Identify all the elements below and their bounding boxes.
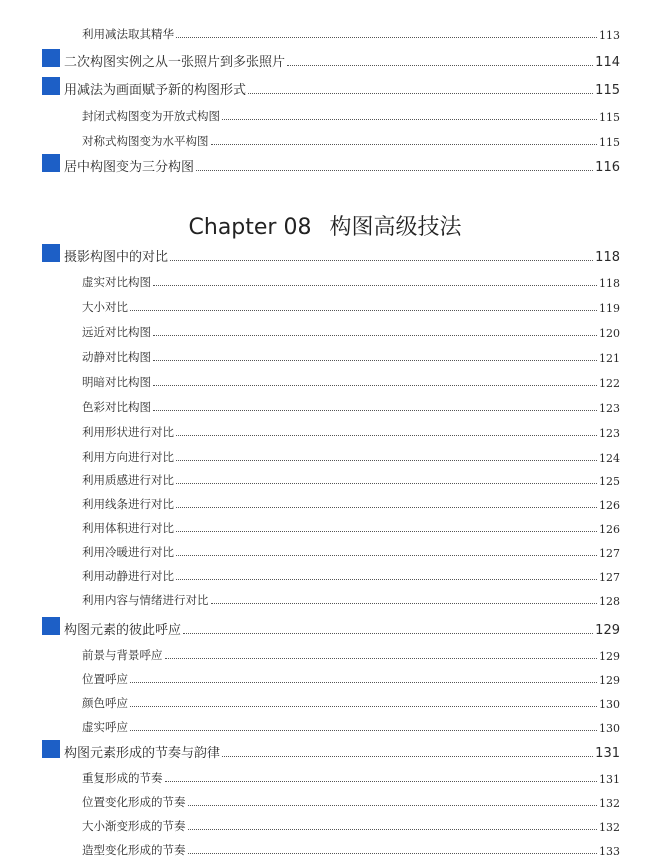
dot-leader bbox=[153, 360, 597, 361]
toc-subsection-entry[interactable] bbox=[82, 516, 620, 536]
toc-entry-title: 构图元素形成的节奏与韵律 bbox=[64, 746, 221, 761]
dot-leader bbox=[176, 460, 597, 461]
toc-section-entry[interactable] bbox=[64, 741, 620, 761]
toc-page-number: 123 bbox=[599, 427, 620, 440]
toc-subsection-entry[interactable] bbox=[82, 814, 620, 834]
section-marker-icon bbox=[42, 244, 60, 262]
dot-leader bbox=[188, 829, 598, 830]
toc-page-number: 130 bbox=[599, 722, 620, 735]
toc-subsection-entry[interactable] bbox=[82, 667, 620, 687]
toc-entry-title: 利用质感进行对比 bbox=[82, 473, 174, 487]
toc-page-number: 118 bbox=[595, 250, 620, 265]
toc-page-number: 123 bbox=[599, 402, 620, 415]
toc-subsection-entry[interactable] bbox=[82, 370, 620, 390]
toc-page-number: 131 bbox=[599, 773, 620, 786]
toc-entry-title: 大小对比 bbox=[82, 300, 128, 314]
toc-entry-title: 远近对比构图 bbox=[82, 325, 151, 339]
toc-subsection-entry[interactable] bbox=[82, 320, 620, 340]
toc-page-number: 115 bbox=[599, 111, 620, 124]
toc-subsection-entry[interactable] bbox=[82, 715, 620, 735]
toc-subsection-entry[interactable] bbox=[82, 540, 620, 560]
dot-leader bbox=[176, 531, 597, 532]
toc-subsection-entry[interactable] bbox=[82, 468, 620, 488]
toc-subsection-entry[interactable] bbox=[82, 395, 620, 415]
toc-entry-title: 位置变化形成的节奏 bbox=[82, 795, 186, 809]
toc-entry-title: 摄影构图中的对比 bbox=[64, 250, 169, 265]
toc-page-number: 131 bbox=[595, 746, 620, 761]
dot-leader bbox=[176, 37, 597, 38]
toc-section-entry[interactable] bbox=[64, 155, 620, 175]
dot-leader bbox=[165, 781, 598, 782]
toc-page-number: 115 bbox=[599, 136, 620, 149]
toc-entry-title: 利用减法取其精华 bbox=[82, 27, 174, 41]
chapter-title: 构图高级技法 bbox=[329, 215, 462, 240]
toc-page-number: 129 bbox=[595, 623, 620, 638]
dot-leader bbox=[130, 706, 597, 707]
toc-entry-title: 前景与背景呼应 bbox=[82, 648, 163, 662]
toc-page-number: 113 bbox=[599, 29, 620, 42]
section-marker-icon bbox=[42, 154, 60, 172]
toc-entry-title: 利用冷暖进行对比 bbox=[82, 545, 174, 559]
toc-page-number: 129 bbox=[599, 650, 620, 663]
toc-page-number: 118 bbox=[599, 277, 620, 290]
toc-subsection-entry[interactable] bbox=[82, 766, 620, 786]
toc-page-number: 126 bbox=[599, 499, 620, 512]
section-marker-icon bbox=[42, 617, 60, 635]
dot-leader bbox=[176, 435, 597, 436]
toc-entry-title: 利用形状进行对比 bbox=[82, 425, 174, 439]
dot-leader bbox=[222, 119, 597, 120]
toc-entry-title: 用减法为画面赋予新的构图形式 bbox=[64, 83, 247, 98]
chapter-heading bbox=[0, 210, 650, 241]
toc-section-entry[interactable] bbox=[64, 50, 620, 70]
toc-page-number: 115 bbox=[595, 83, 620, 98]
dot-leader bbox=[153, 335, 597, 336]
toc-page-number: 133 bbox=[599, 845, 620, 858]
toc-page-number: 121 bbox=[599, 352, 620, 365]
toc-section-entry[interactable] bbox=[64, 245, 620, 265]
dot-leader bbox=[176, 555, 597, 556]
toc-entry-title: 封闭式构图变为开放式构图 bbox=[82, 109, 220, 123]
toc-entry-title: 对称式构图变为水平构图 bbox=[82, 134, 209, 148]
toc-page-number: 126 bbox=[599, 523, 620, 536]
toc-subsection-entry[interactable] bbox=[82, 838, 620, 858]
toc-section-entry[interactable] bbox=[64, 618, 620, 638]
toc-entry-title: 造型变化形成的节奏 bbox=[82, 843, 186, 857]
section-marker-icon bbox=[42, 49, 60, 67]
toc-entry-title: 虚实对比构图 bbox=[82, 275, 151, 289]
toc-page-number: 127 bbox=[599, 547, 620, 560]
toc-subsection-entry[interactable] bbox=[82, 345, 620, 365]
dot-leader bbox=[196, 170, 593, 171]
toc-page-number: 127 bbox=[599, 571, 620, 584]
toc-entry-title: 构图元素的彼此呼应 bbox=[64, 623, 182, 638]
chapter-number: Chapter 08 bbox=[188, 215, 312, 240]
toc-section-entry[interactable] bbox=[64, 78, 620, 98]
toc-entry-title: 明暗对比构图 bbox=[82, 375, 151, 389]
dot-leader bbox=[211, 144, 598, 145]
dot-leader bbox=[222, 756, 593, 757]
dot-leader bbox=[176, 507, 597, 508]
toc-page-number: 125 bbox=[599, 475, 620, 488]
toc-entry-title: 利用内容与情绪进行对比 bbox=[82, 593, 209, 607]
toc-entry-title: 利用动静进行对比 bbox=[82, 569, 174, 583]
toc-entry-title: 重复形成的节奏 bbox=[82, 771, 163, 785]
toc-subsection-entry[interactable] bbox=[82, 445, 620, 465]
toc-entry-title: 颜色呼应 bbox=[82, 696, 128, 710]
toc-page-number: 114 bbox=[595, 55, 620, 70]
toc-subsection-entry[interactable] bbox=[82, 270, 620, 290]
toc-subsection-entry[interactable] bbox=[82, 691, 620, 711]
toc-subsection-entry[interactable] bbox=[82, 643, 620, 663]
toc-entry-title: 大小渐变形成的节奏 bbox=[82, 819, 186, 833]
toc-page-number: 122 bbox=[599, 377, 620, 390]
dot-leader bbox=[176, 579, 597, 580]
section-marker-icon bbox=[42, 77, 60, 95]
dot-leader bbox=[165, 658, 598, 659]
dot-leader bbox=[211, 603, 598, 604]
dot-leader bbox=[153, 410, 597, 411]
toc-entry-title: 动静对比构图 bbox=[82, 350, 151, 364]
toc-entry-title: 居中构图变为三分构图 bbox=[64, 160, 195, 175]
dot-leader bbox=[183, 633, 593, 634]
toc-subsection-entry[interactable] bbox=[82, 492, 620, 512]
toc-page-number: 132 bbox=[599, 821, 620, 834]
toc-subsection-entry[interactable] bbox=[82, 564, 620, 584]
dot-leader bbox=[176, 483, 597, 484]
dot-leader bbox=[188, 853, 598, 854]
dot-leader bbox=[248, 93, 593, 94]
dot-leader bbox=[170, 260, 593, 261]
toc-page-number: 119 bbox=[599, 302, 620, 315]
toc-subsection-entry[interactable] bbox=[82, 790, 620, 810]
dot-leader bbox=[130, 310, 597, 311]
toc-entry-title: 二次构图实例之从一张照片到多张照片 bbox=[64, 55, 286, 70]
dot-leader bbox=[153, 285, 597, 286]
toc-subsection-entry[interactable] bbox=[82, 22, 620, 42]
toc-entry-title: 虚实呼应 bbox=[82, 720, 128, 734]
dot-leader bbox=[153, 385, 597, 386]
toc-page-number: 130 bbox=[599, 698, 620, 711]
toc-subsection-entry[interactable] bbox=[82, 129, 620, 149]
toc-entry-title: 利用线条进行对比 bbox=[82, 497, 174, 511]
toc-entry-title: 利用方向进行对比 bbox=[82, 450, 174, 464]
toc-subsection-entry[interactable] bbox=[82, 104, 620, 124]
toc-entry-title: 利用体积进行对比 bbox=[82, 521, 174, 535]
dot-leader bbox=[130, 682, 597, 683]
dot-leader bbox=[130, 730, 597, 731]
toc-subsection-entry[interactable] bbox=[82, 420, 620, 440]
toc-page-number: 129 bbox=[599, 674, 620, 687]
dot-leader bbox=[188, 805, 598, 806]
toc-subsection-entry[interactable] bbox=[82, 295, 620, 315]
toc-page-number: 116 bbox=[595, 160, 620, 175]
toc-page-number: 124 bbox=[599, 452, 620, 465]
toc-entry-title: 色彩对比构图 bbox=[82, 400, 151, 414]
section-marker-icon bbox=[42, 740, 60, 758]
toc-page-number: 128 bbox=[599, 595, 620, 608]
toc-page-number: 120 bbox=[599, 327, 620, 340]
toc-page-number: 132 bbox=[599, 797, 620, 810]
toc-subsection-entry[interactable] bbox=[82, 588, 620, 608]
dot-leader bbox=[287, 65, 593, 66]
toc-entry-title: 位置呼应 bbox=[82, 672, 128, 686]
